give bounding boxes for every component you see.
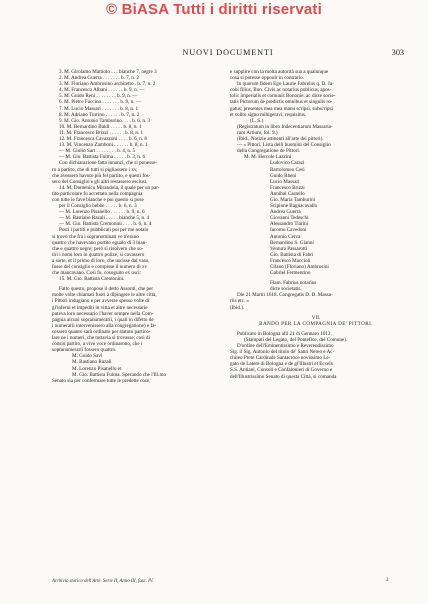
- right-column-line: Gio. Battista di Fabri: [270, 251, 314, 258]
- left-column-line: puteva loro necessario l'haver sempre nella Com-: [52, 310, 154, 317]
- right-column-line: (Ibid.).: [230, 304, 245, 311]
- right-column-line: Cilano (Floriano) Ambrosini: [270, 264, 329, 270]
- left-column-line: molte volte chiamati fuori à dipingere le altre città,: [52, 292, 157, 299]
- right-column-line: Gabriel Fermentino: [270, 270, 311, 277]
- left-column-line: 4. M. Francesco Albani . . . . . . b. 9, n. —: [59, 87, 145, 94]
- right-column-line: Iacomo Cavedoni: [270, 227, 307, 234]
- left-column-line: gl'inferni et impediti in vitta et altre necessarie: [52, 304, 148, 311]
- left-column-line: — M. Lorenzo Pisanello . . . . . . b. 9, n. 6: [59, 209, 145, 216]
- left-column-line: che e quattro negre; però si risolvero che so-: [52, 245, 144, 252]
- left-column-line: — M. Gio. Battista Cremonini . . . . b. 6, n. 4: [59, 221, 152, 228]
- footer-note: Archivio storico dell'Arte. Serie II, Anno III, fasc. IV.: [52, 579, 154, 584]
- left-column-line: quattro che havevano portito egualo di 3 bian-: [52, 239, 147, 246]
- right-column-line: Bernardino S. Gianni: [270, 239, 314, 246]
- left-column-line: 8. M. Adriano Turrino . . . . . . b. 7, n. 2: [59, 111, 140, 118]
- left-column-line: 12. M. Francesca Cavazzoni . . . . b. 6, n. 8: [59, 136, 147, 143]
- right-column-line: Annibal Castello: [270, 190, 305, 197]
- right-column-line: tolic imperialis et comunis Bononie: ac dicte socie-: [230, 93, 336, 100]
- right-column-line: Scipione Bagnacavallo: [270, 203, 318, 210]
- left-column-line: 5. M. Guido Reni . . . . . . . . b. 9, n. —: [59, 93, 138, 100]
- left-column-line: 3. M. Floriano Ambrosino architetto . b. 7, n. 2: [59, 81, 156, 88]
- right-column-line: Giovanni Tedeschi: [270, 215, 309, 222]
- left-column-line: Con dichiarazione fatta innanzi, che si ponesse-: [59, 160, 158, 167]
- left-column-line: consiu partito, a vive voce ordinarono, che i: [52, 341, 143, 348]
- right-column-line: dicte societatis.: [270, 286, 302, 293]
- left-column-line: — M. Gio. Battista Fulma . . . . . b. 3, n. 6: [59, 154, 146, 161]
- right-column-line: Andrea Guerra: [270, 209, 301, 216]
- right-column-line: Flam. Fabrius notarius: [270, 280, 317, 287]
- right-column-line: Ludovico Carazi: [270, 160, 305, 167]
- left-column-line: lare ne i numeri, che tuttavia si trovasse; così di: [52, 335, 150, 342]
- right-column-line: et solito signo mihigeravi, requisitus.: [230, 111, 307, 118]
- right-column-line: Ventura Passarotti: [270, 245, 308, 252]
- right-column-line: — « Pittori. Lista delli huomini del Consiglio: [237, 142, 331, 149]
- running-title: NUOVI DOCUMENTI: [182, 48, 274, 57]
- left-column-line: M. Lorenzo Pisanello et: [72, 365, 122, 372]
- right-column-line: Alessandro Tiarini: [270, 221, 309, 228]
- left-column-line: Senato sia per confermare tutte le predette cose,: [52, 377, 151, 384]
- left-column-line: sero del Consiglio e gli altri restassero esclusi.: [52, 178, 148, 185]
- left-column-line: M. Bastiano Razali: [72, 359, 112, 366]
- right-column-line: cobi filius, Bon. Civis ac notarius publicus, apos-: [230, 87, 332, 94]
- left-column-line: — M. Giulio Sart . . . . . . . . b. 4, n. 5: [59, 148, 136, 155]
- left-column-line: — M. Bastiano Razali . . . . . bianche 5, n. 4: [59, 215, 150, 222]
- left-column-line: 14. M. Domenico Mirandola, il quale per un par-: [59, 184, 160, 191]
- right-column-line: Lucio Massari: [270, 178, 300, 185]
- right-column-line: Guido Rheni: [270, 172, 297, 179]
- right-column-line: M. M. Hercole Lazzini: [244, 154, 292, 161]
- left-column-line: ro a partito, che di tutti si pigliassero i xv,: [52, 166, 138, 173]
- left-column-line: M. Gio. Battista Fulma. Sperando che l'Ill.mo: [72, 371, 167, 378]
- left-column-line: 9. M. Gio. Antonio Tamburino. . . . b. 6, n. 3: [59, 117, 151, 124]
- left-column-line: 7. M. Lucio Massari . . . . . . . b. 8, n. 1: [59, 105, 139, 112]
- right-column-line: chileo Prete Cardinale Santacroce novissimo Le-: [230, 355, 331, 362]
- watermark-text: © BiASA Tutti i diritti riservati: [105, 1, 322, 18]
- left-column-line: si trovò che fra i sopranominati ve n'erano: [52, 233, 139, 240]
- left-column-line: 3. M. Girolamo Mattiolo . . . bianche 7, negre 3: [59, 69, 157, 75]
- signature-mark: 2: [386, 578, 389, 583]
- watermark-banner: [0, 0, 428, 27]
- left-column-line: che avessero havuto più fel partito, e questi fos-: [52, 172, 151, 179]
- left-column-line: tito particolare fu accettato nella compagnia: [52, 190, 143, 197]
- right-column-line: Gio. Maria Tamburini: [270, 196, 316, 203]
- left-column-line: 15. M. Gio. Battista Cremonini.: [59, 276, 125, 283]
- left-column-line: per il Consiglio hebbe . . . . . b. 6, n. 3: [59, 203, 137, 210]
- right-column-line: (Stampati del Legato, del Pontefice, del Comune).: [244, 336, 348, 343]
- right-column-line: VII.: [311, 314, 321, 321]
- right-column-line: (Registratum in libro Indecentiarum Massaria-: [237, 123, 333, 130]
- right-column-line: rum Artium, fol. 9.): [237, 129, 278, 136]
- left-column-line: 11. M. Francesco Brizzi . . . . . . b. 8, n. 1: [59, 129, 144, 136]
- left-column-line: M. Guido Savi: [72, 353, 103, 360]
- right-column-line: tatis Pictorum de predictis omnibus et singulis ro-: [230, 99, 333, 106]
- left-column: [52, 69, 224, 579]
- left-column-line: tiri i nomi loro in quattro polize, si cavassero: [52, 251, 145, 258]
- right-column-line: della Congregatione de Pittori.: [237, 148, 301, 155]
- right-column-line: gato de Latere di Bologna e de gl'Illustri et Eccels: [230, 361, 333, 368]
- left-column-line: 13. M. Vincenzo Zamboni . . . . . . b. 8, n. 1: [59, 142, 148, 149]
- left-column-line: che mancavano. Così fu, cosoguito ex uscì:: [52, 270, 142, 277]
- left-column-line: 10. M. Bernardino Baldi . . . . . b. 8, n. 1: [59, 123, 142, 130]
- left-column-line: pagnia alcuni sopranumerarii, i quali in difetto de: [52, 316, 154, 323]
- right-column-line: cosa si potesse oppoulr in contrario.: [230, 75, 304, 82]
- right-column-line: S.S. Antiani, Consoli e Confalonieri di Governo e: [230, 367, 333, 374]
- left-column-line: Fatto questo, propose il detto Assonti, che per: [59, 286, 154, 293]
- left-column-line: con tutte le fave bianche e poi questo si pose: [52, 196, 144, 203]
- page-number: 303: [391, 48, 404, 57]
- left-column-line: a sorte, et il primo di loro, che uscisse dal vaso,: [52, 257, 150, 264]
- left-column-line: cessero quanto sarà ordinato per statuto partico-: [52, 328, 151, 335]
- right-column-line: Francesco Brizzi: [270, 184, 305, 191]
- right-column-line: (Ibid., Notizie attinenti all'arte dei pittori).: [237, 136, 324, 143]
- page-header: [52, 48, 404, 60]
- right-column-line: D'ordine dell'Eminentissimo e Reverendissimo: [237, 343, 334, 350]
- right-column-line: gatus; presentes mea mea manu scripsi, subscripsi: [230, 105, 333, 112]
- right-column-line: e supplire con la molta autorità sua a qualunque: [230, 69, 329, 75]
- right-column-line: riis etc. »: [230, 298, 249, 305]
- left-column-line: 2. M. Andrea Guerra . . . . . . . b. 7, n. 2: [59, 75, 139, 82]
- left-column-line: 6. M. Pietro Faccino . . . . . . . b. 9, n. —: [59, 99, 141, 106]
- right-column-line: Antonio Cerva: [270, 233, 301, 240]
- right-column-line: Sig. il Sig. Antonio del titolo de' Santi Nereo e Ac-: [230, 349, 335, 356]
- left-column-line: i numerarii intervenissero alla congregatione) e fa-: [52, 322, 157, 329]
- right-column-line: Bartolomeo Cesi: [270, 166, 305, 173]
- right-column: [230, 69, 402, 579]
- left-column-line: sopranumerarii fossero quattro.: [52, 347, 117, 354]
- right-column-line: Die 21 Martii 1618. Congregatis D. D. Massa-: [237, 292, 333, 299]
- left-column-line: Posti i partiti e pubblicati poi per me notaio: [59, 227, 149, 234]
- left-column-line: i Pittori indugiano e per avverse spesso volte di: [52, 298, 150, 305]
- right-column-line: In quorum fidem Ego Laurie Fabrelus q. D. Ja-: [237, 81, 334, 88]
- right-column-line: BANDO PER LA COMPAGNIA DE' PITTORI.: [259, 320, 373, 327]
- right-column-line: Francesco Maccioli: [270, 257, 311, 264]
- left-column-line: fosse del consiglio e compisse il numero di xv: [52, 264, 148, 270]
- right-column-line: Publicato in Bologna alli 21 di Gennaro 1612.: [237, 330, 332, 337]
- right-column-line: (L. S.): [250, 117, 264, 124]
- right-column-line: dell'Illustrissimo Senato di questa Città, si comanda: [230, 373, 337, 380]
